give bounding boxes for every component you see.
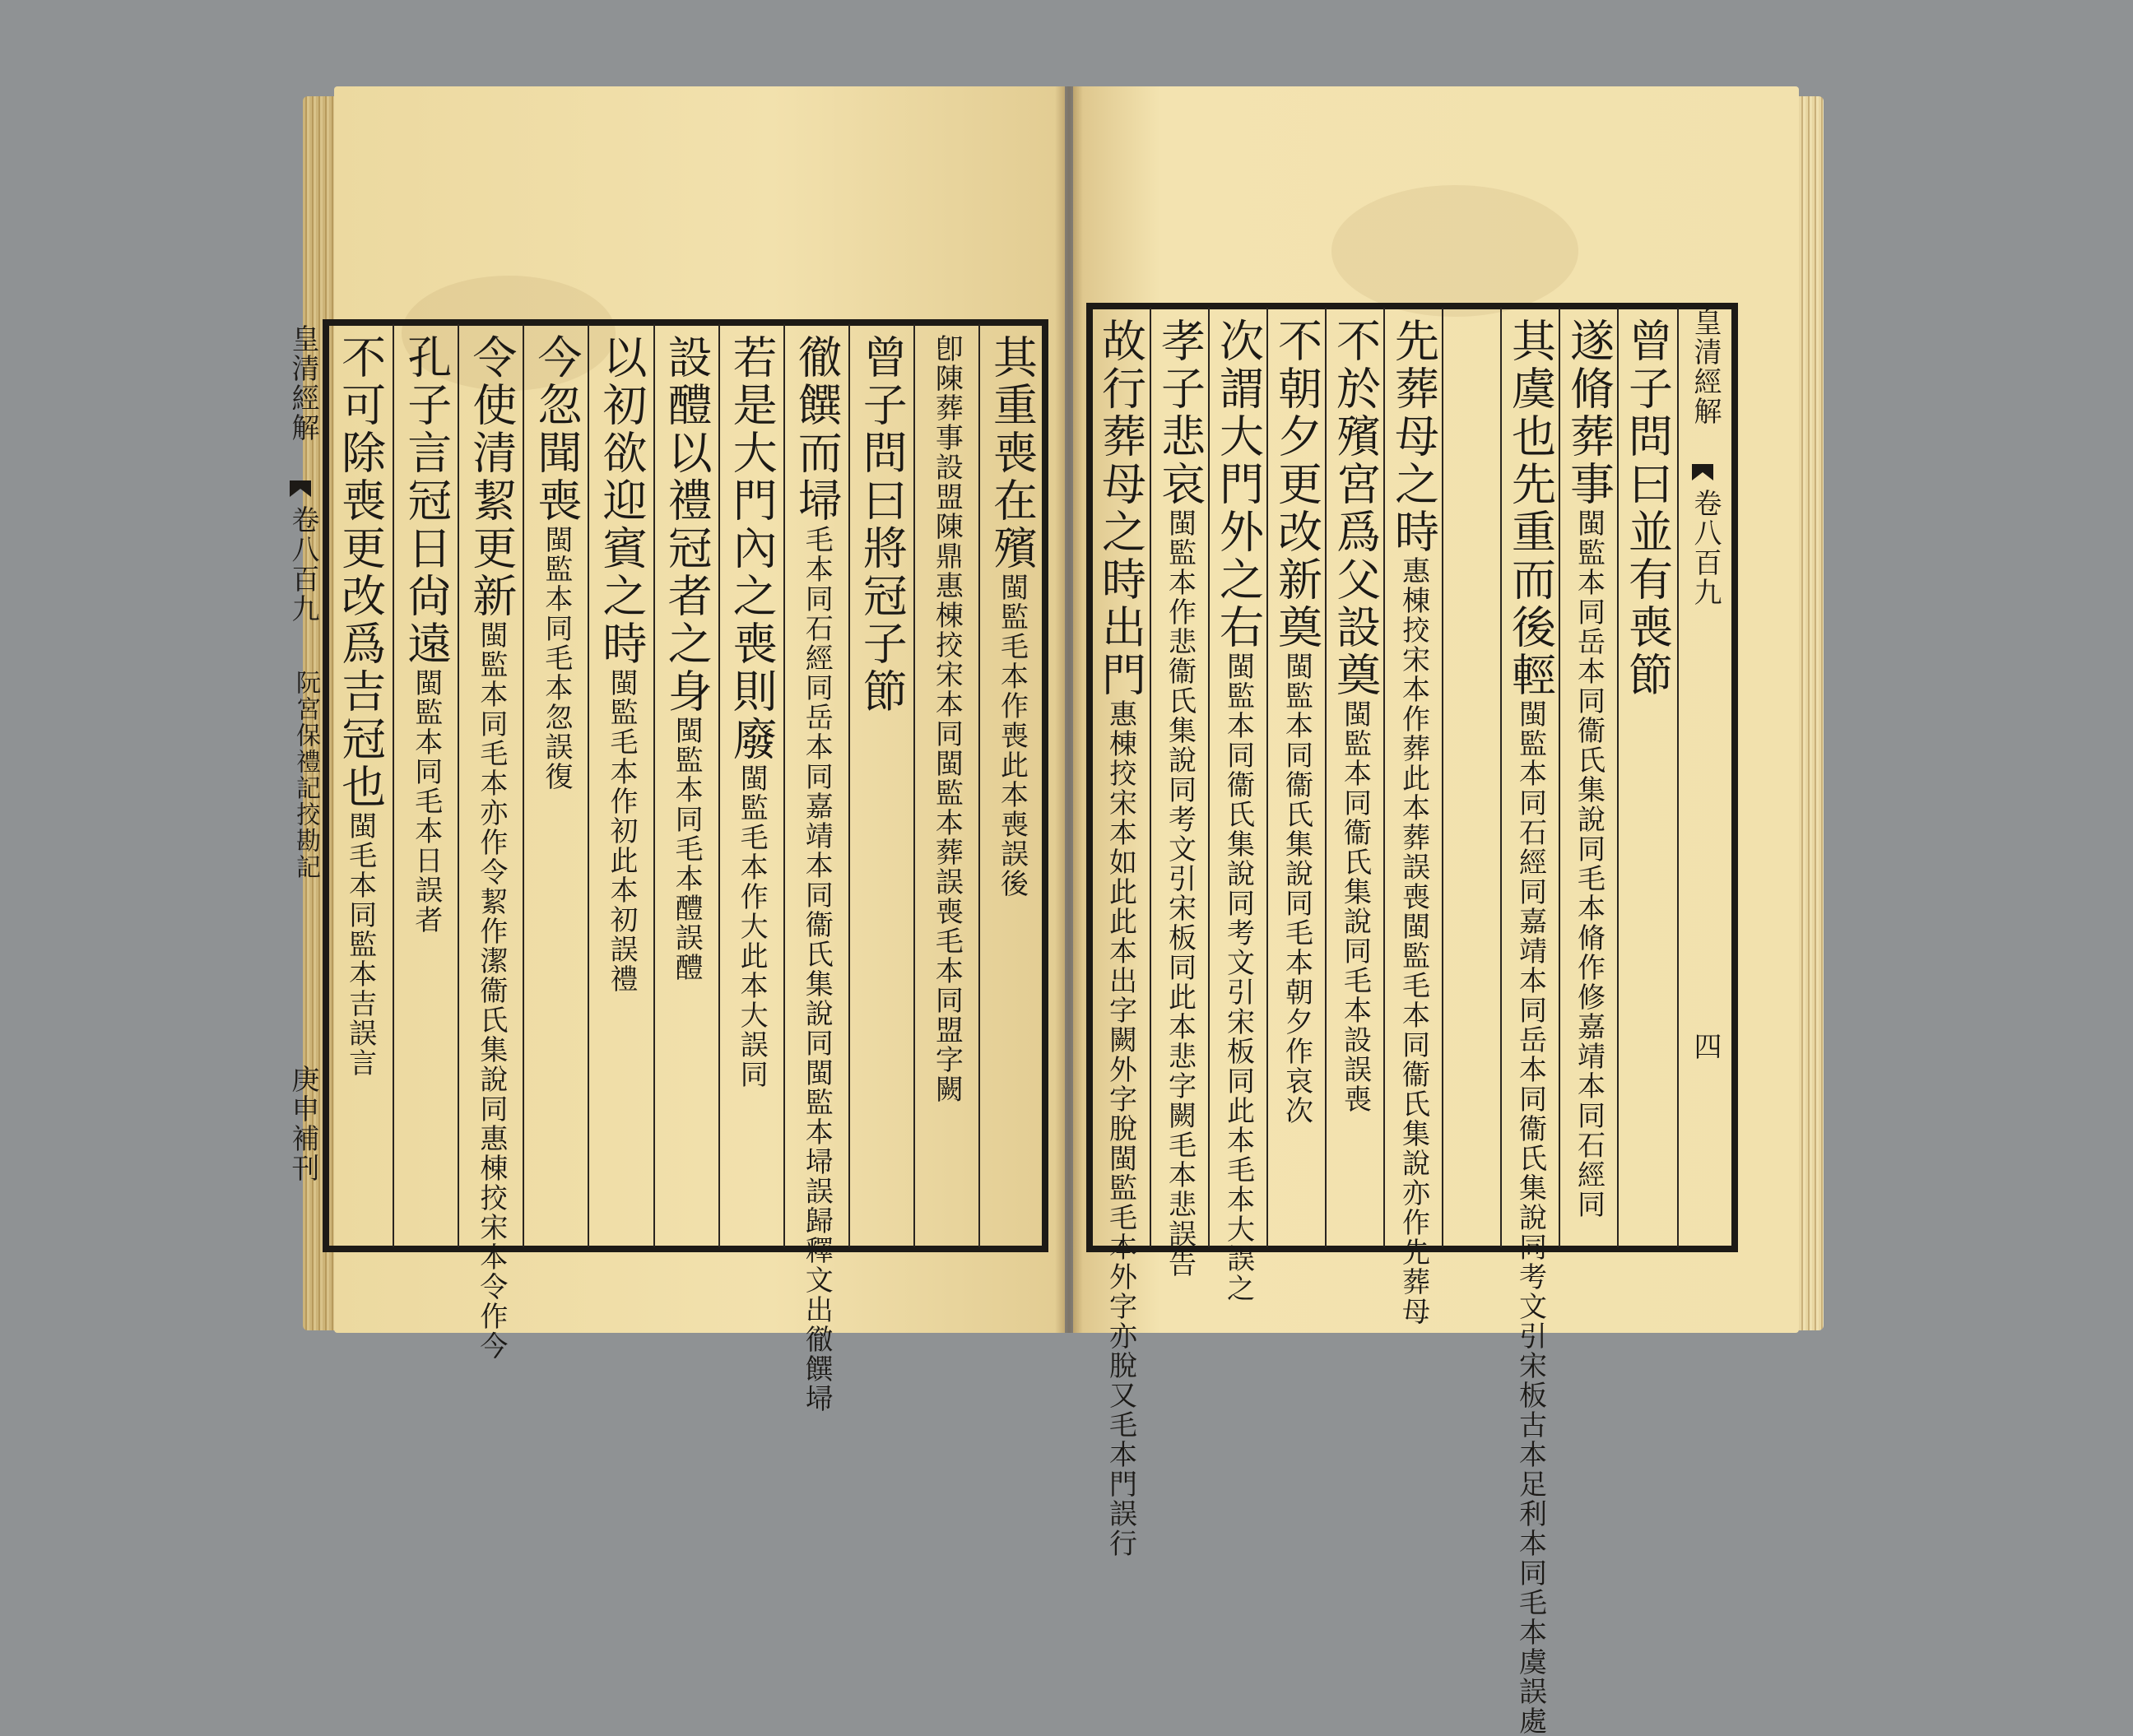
main-text: 孔子言冠日尙遠 (400, 334, 453, 668)
text-column (718, 324, 783, 1247)
main-text: 孝子悲哀 (1154, 318, 1206, 508)
fishtail-mark (290, 480, 311, 497)
main-text: 曾子問曰將冠子節 (856, 334, 908, 716)
column-text (1094, 318, 1147, 1558)
annotation-note: 閩監本同石經同嘉靖本同岳本同衞氏集說同考文引宋板古本足利本同毛本虞誤處 (1513, 699, 1547, 1736)
section-subtitle: 阮宮保禮記挍勘記 (291, 670, 320, 880)
column-text (1154, 318, 1206, 1279)
text-column (1442, 308, 1500, 1247)
text-column (1208, 308, 1266, 1303)
annotation-note: 閩監本同衞氏集說同考文引宋板同此本毛本大誤之 (1221, 652, 1255, 1303)
text-column (1559, 308, 1617, 1247)
text-column (328, 324, 393, 1247)
annotation-note: 卽陳葬事設盟陳鼎惠棟挍宋本同閩監本葬誤喪毛本同盟字闕 (930, 334, 964, 1104)
volume-number: 卷八百九 (286, 505, 319, 624)
text-column (913, 324, 978, 1247)
annotation-note: 毛本同石經同岳本同嘉靖本同衞氏集說同閩監本埽誤歸釋文出徹饌埽 (800, 525, 834, 1413)
annotation-note: 閩監毛本作喪此本喪誤後 (995, 573, 1029, 898)
publisher-mark: 庚申補刊 (286, 1065, 319, 1183)
column-text (1212, 318, 1265, 1303)
column-text (531, 334, 582, 1247)
annotation-note: 惠棟挍宋本作葬此本葬誤喪閩監毛本同衞氏集說亦作先葬母 (1396, 556, 1430, 1326)
text-column (783, 324, 848, 1413)
right-page-text-frame (1086, 303, 1738, 1736)
annotation-note: 惠棟挍宋本如此此本出字闕外字脫閩監毛本外字亦脫又毛本門誤行 (1104, 699, 1137, 1558)
folio-number: 四 (1689, 1032, 1722, 1061)
paper-stain (1331, 185, 1578, 317)
column-text (596, 334, 647, 1247)
column-text (986, 334, 1037, 1247)
annotation-note: 閩監本同岳本同衞氏集說同毛本脩作修嘉靖本同石經同 (1572, 508, 1606, 1219)
main-text: 若是大門內之喪則廢 (726, 334, 778, 764)
right-page-columns (1091, 308, 1675, 1736)
main-text: 不於殯宮爲父設奠 (1329, 318, 1382, 699)
main-text: 設醴以禮冠者之身 (661, 334, 713, 716)
main-text: 令使清絜更新 (465, 334, 518, 620)
column-text (1271, 318, 1322, 1247)
column-text (1330, 318, 1381, 1247)
annotation-note: 閩監本同衞氏集說同毛本朝夕作哀次 (1280, 652, 1313, 1126)
annotation-note: 閩監本同毛本醴誤醴 (670, 716, 704, 982)
fishtail-mark (1692, 464, 1713, 480)
column-text (856, 334, 907, 1247)
column-text (1504, 318, 1557, 1736)
main-text: 其重喪在殯 (986, 334, 1039, 573)
column-text (791, 334, 843, 1413)
text-column (523, 324, 588, 1247)
text-column (1091, 308, 1150, 1558)
text-column (1500, 308, 1559, 1736)
main-text: 以初欲迎賓之時 (595, 334, 648, 668)
annotation-note: 閩監本作悲衞氏集說同考文引宋板同此本悲字闕毛本悲誤告 (1163, 508, 1197, 1279)
book-title: 皇清經解 (1689, 308, 1722, 426)
main-text: 其虞也先重而後輕 (1504, 318, 1557, 699)
annotation-note: 閩監本同毛本亦作令絜作潔衞氏集說同惠棟挍宋本令作今 (474, 620, 508, 1361)
left-page-columns (328, 324, 1043, 1413)
main-text: 徹饌而埽 (791, 334, 843, 525)
text-column (458, 324, 523, 1361)
book-gutter (1055, 86, 1083, 1333)
column-text (465, 334, 518, 1361)
column-text (1387, 318, 1440, 1326)
column-text (335, 334, 386, 1247)
column-text (921, 334, 972, 1247)
main-text: 今忽聞喪 (530, 334, 583, 525)
column-text (661, 334, 712, 1247)
main-text: 不朝夕更改新奠 (1271, 318, 1323, 652)
text-column (848, 324, 913, 1247)
text-column (393, 324, 458, 1247)
text-column (1150, 308, 1208, 1279)
main-text: 次謂大門外之右 (1212, 318, 1265, 652)
annotation-note: 閩監本同衞氏集說同毛本設誤喪 (1338, 699, 1372, 1114)
annotation-note: 閩監本同毛本忽誤復 (539, 525, 573, 791)
main-text: 遂脩葬事 (1563, 318, 1615, 508)
main-text: 故行葬母之時出門 (1094, 318, 1147, 699)
main-text: 不可除喪更改爲吉冠也 (334, 334, 387, 811)
text-column (1617, 308, 1675, 1247)
book-title: 皇清經解 (286, 324, 319, 443)
column-text (1564, 318, 1615, 1247)
annotation-note: 閩監本同毛本日誤者 (409, 668, 443, 935)
right-page-edges (1799, 96, 1824, 1330)
annotation-note: 閩監毛本作初此本初誤禮 (604, 668, 638, 994)
text-column (653, 324, 718, 1247)
text-column (588, 324, 653, 1247)
volume-number: 卷八百九 (1689, 489, 1722, 607)
text-column (1325, 308, 1383, 1247)
column-text (1622, 318, 1673, 1247)
left-page-text-frame (286, 319, 1048, 1413)
column-text (726, 334, 777, 1247)
right-page-margin (1677, 308, 1735, 1247)
column-text (401, 334, 452, 1247)
main-text: 先葬母之時 (1387, 318, 1440, 556)
annotation-note: 閩毛本同監本吉誤言 (343, 811, 377, 1078)
text-column (1266, 308, 1325, 1247)
left-page-margin (276, 324, 326, 1247)
annotation-note: 閩監毛本作大此本大誤同 (735, 764, 769, 1089)
text-column (1383, 308, 1442, 1326)
text-column (978, 324, 1043, 1247)
main-text: 曾子問曰並有喪節 (1621, 318, 1674, 699)
